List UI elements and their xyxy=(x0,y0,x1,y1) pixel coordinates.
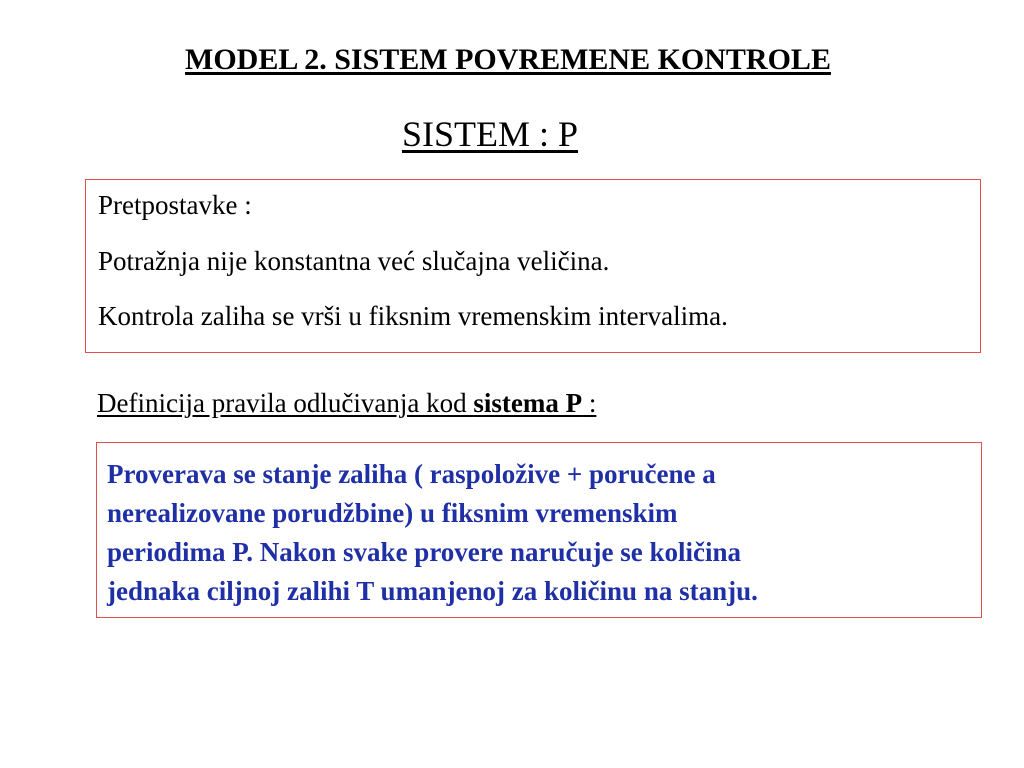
rule-line: nerealizovane porudžbine) u fiksnim vremenskim xyxy=(107,498,678,528)
assumption-item-control: Kontrola zaliha se vrši u fiksnim vremenskim intervalima. xyxy=(98,301,728,331)
definition-suffix: : xyxy=(582,388,597,418)
rule-box xyxy=(96,442,982,618)
definition-text: Definicija pravila odlučivanja kod xyxy=(97,388,474,418)
rule-line: Proverava se stanje zaliha ( raspoložive + poručene a xyxy=(107,459,716,489)
slide-subtitle: SISTEM : P xyxy=(401,114,579,154)
definition-heading xyxy=(97,386,596,420)
assumption-item-demand: Potražnja nije konstantna već slučajna veličina. xyxy=(98,246,610,276)
rule-line: jednaka ciljnoj zalihi T umanjenoj za količinu na stanju. xyxy=(107,576,758,606)
definition-bold: sistema P xyxy=(473,388,583,418)
slide-title: MODEL 2. SISTEM POVREMENE KONTROLE xyxy=(185,43,831,76)
rule-line: periodima P. Nakon svake provere naručuje se količina xyxy=(107,537,742,567)
assumptions-box xyxy=(85,179,981,353)
assumptions-heading: Pretpostavke : xyxy=(98,190,252,220)
